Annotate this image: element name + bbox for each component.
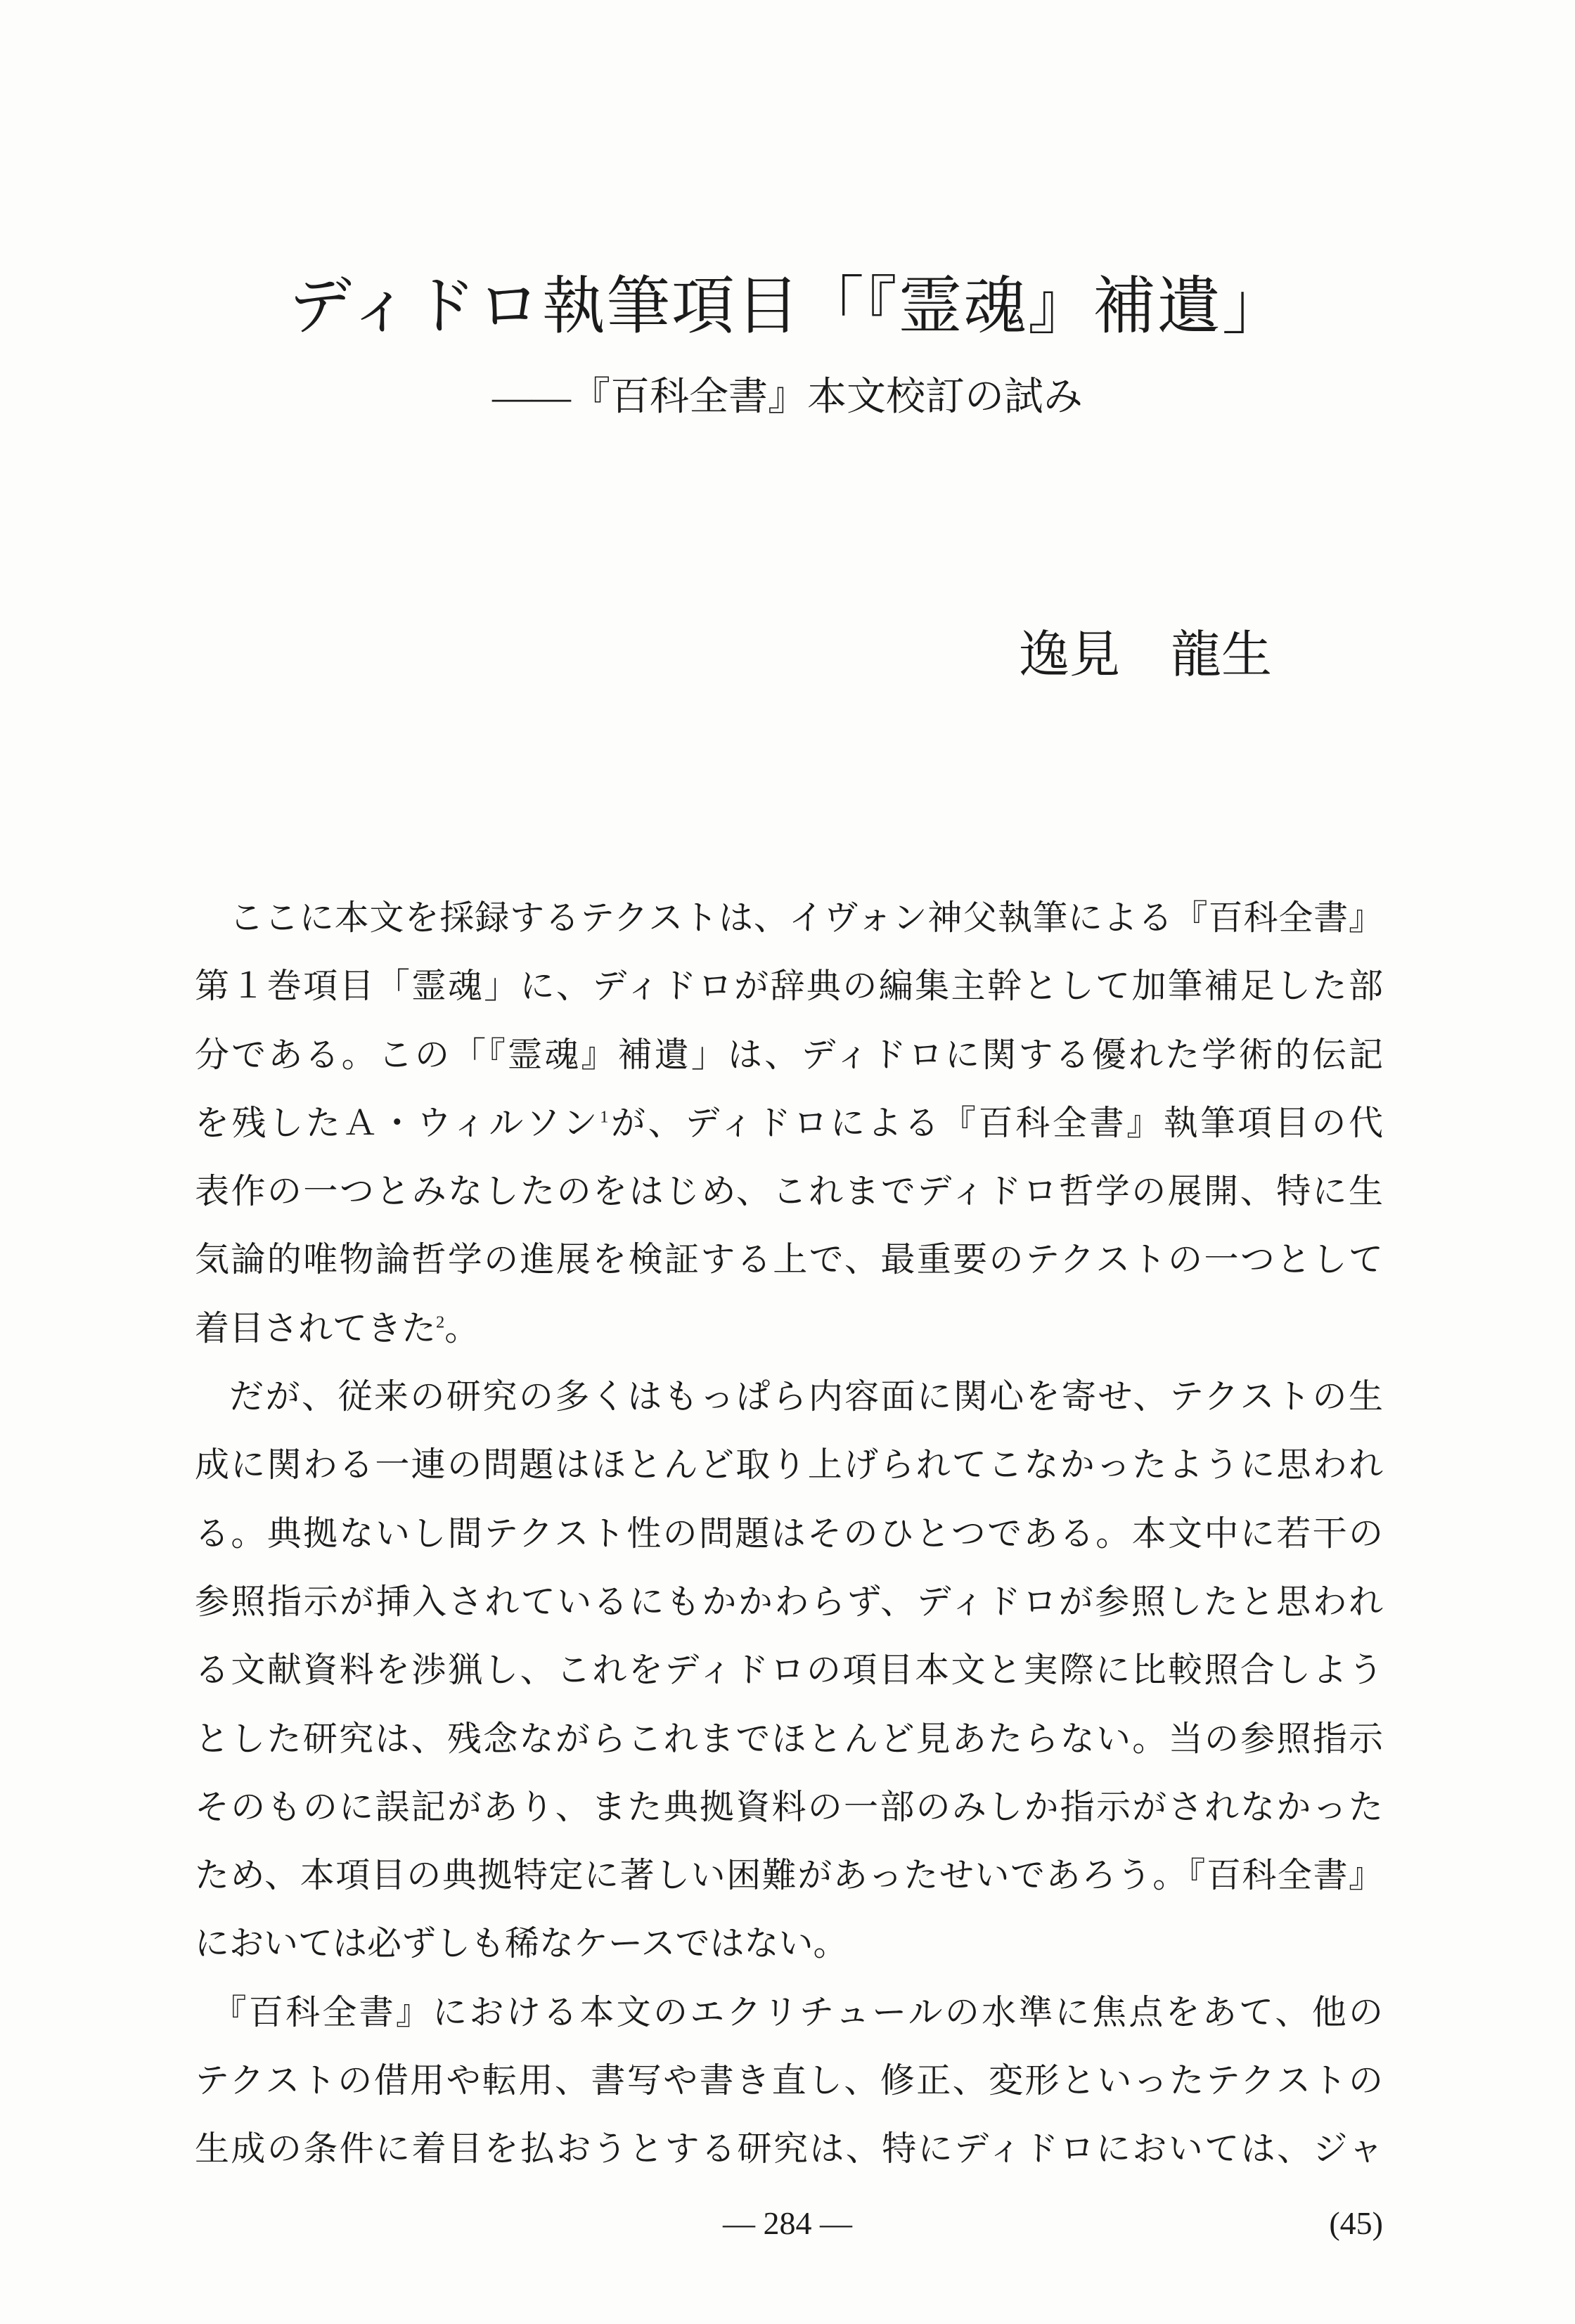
body-line: ここに本文を採録するテクストは、イヴォン神父執筆による『百科全書』	[229, 898, 1383, 937]
body-line: においては必ずしも稀なケースではない。	[195, 1924, 848, 1963]
body-line: 成に関わる一連の問題はほとんど取り上げられてこなかったように思われ	[195, 1445, 1383, 1485]
body-line: 気論的唯物論哲学の進展を検証する上で、最重要のテクストの一つとして	[195, 1240, 1383, 1279]
body-line	[195, 1089, 1383, 1157]
body-line: ため、本項目の典拠特定に著しい困難があったせいであろう。『百科全書』	[195, 1856, 1383, 1895]
paper-subtitle: ――『百科全書』本文校訂の試み	[492, 375, 1083, 419]
body-line: 『百科全書』における本文のエクリチュールの水準に焦点をあて、他の	[212, 1992, 1383, 2032]
paper-title: ディドロ執筆項目「『霊魂』補遺」	[288, 272, 1287, 342]
body-line: 生成の条件に着目を払おうとする研究は、特にディドロにおいては、ジャ	[195, 2129, 1383, 2169]
footnote-marker: 2	[436, 1312, 445, 1332]
body-line: とした研究は、残念ながらこれまでほとんど見あたらない。当の参照指示	[195, 1719, 1383, 1758]
page-folio: — 284 —	[723, 2205, 852, 2241]
paragraph-2	[195, 1362, 1383, 1978]
body-text	[195, 884, 1383, 2183]
body-line: テクストの借用や転用、書写や書き直し、修正、変形といったテクストの	[195, 2061, 1383, 2100]
body-line: 表作の一つとみなしたのをはじめ、これまでディドロ哲学の展開、特に生	[195, 1172, 1383, 1211]
paragraph-3	[195, 1978, 1383, 2183]
body-line: 分である。この「『霊魂』補遺」は、ディドロに関する優れた学術的伝記	[195, 1035, 1383, 1074]
body-line: 参照指示が挿入されているにもかかわらず、ディドロが参照したと思われ	[195, 1582, 1383, 1621]
body-line: る文献資料を渉猟し、これをディドロの項目本文と実際に比較照合しよう	[195, 1651, 1383, 1690]
body-line-text: を残したＡ・ウィルソン	[195, 1103, 600, 1142]
body-line-text: 。	[444, 1308, 480, 1348]
footnote-marker: 1	[600, 1107, 609, 1127]
body-line: る。典拠ないし間テクスト性の問題はそのひとつである。本文中に若干の	[195, 1513, 1383, 1553]
body-line: そのものに誤記があり、また典拠資料の一部のみしか指示がされなかった	[195, 1787, 1383, 1826]
body-line-text: が、ディドロによる『百科全書』執筆項目の代	[608, 1103, 1383, 1142]
author-name: 逸見 龍生	[1018, 627, 1272, 683]
body-line: 第１巻項目「霊魂」に、ディドロが辞典の編集主幹として加筆補足した部	[195, 967, 1383, 1006]
paragraph-1	[195, 884, 1383, 1362]
body-line	[195, 1294, 1383, 1362]
body-line-text: 着目されてきた	[195, 1308, 437, 1348]
page-number-parenthetical: (45)	[1329, 2205, 1383, 2241]
body-line: だが、従来の研究の多くはもっぱら内容面に関心を寄せ、テクストの生	[229, 1377, 1383, 1416]
